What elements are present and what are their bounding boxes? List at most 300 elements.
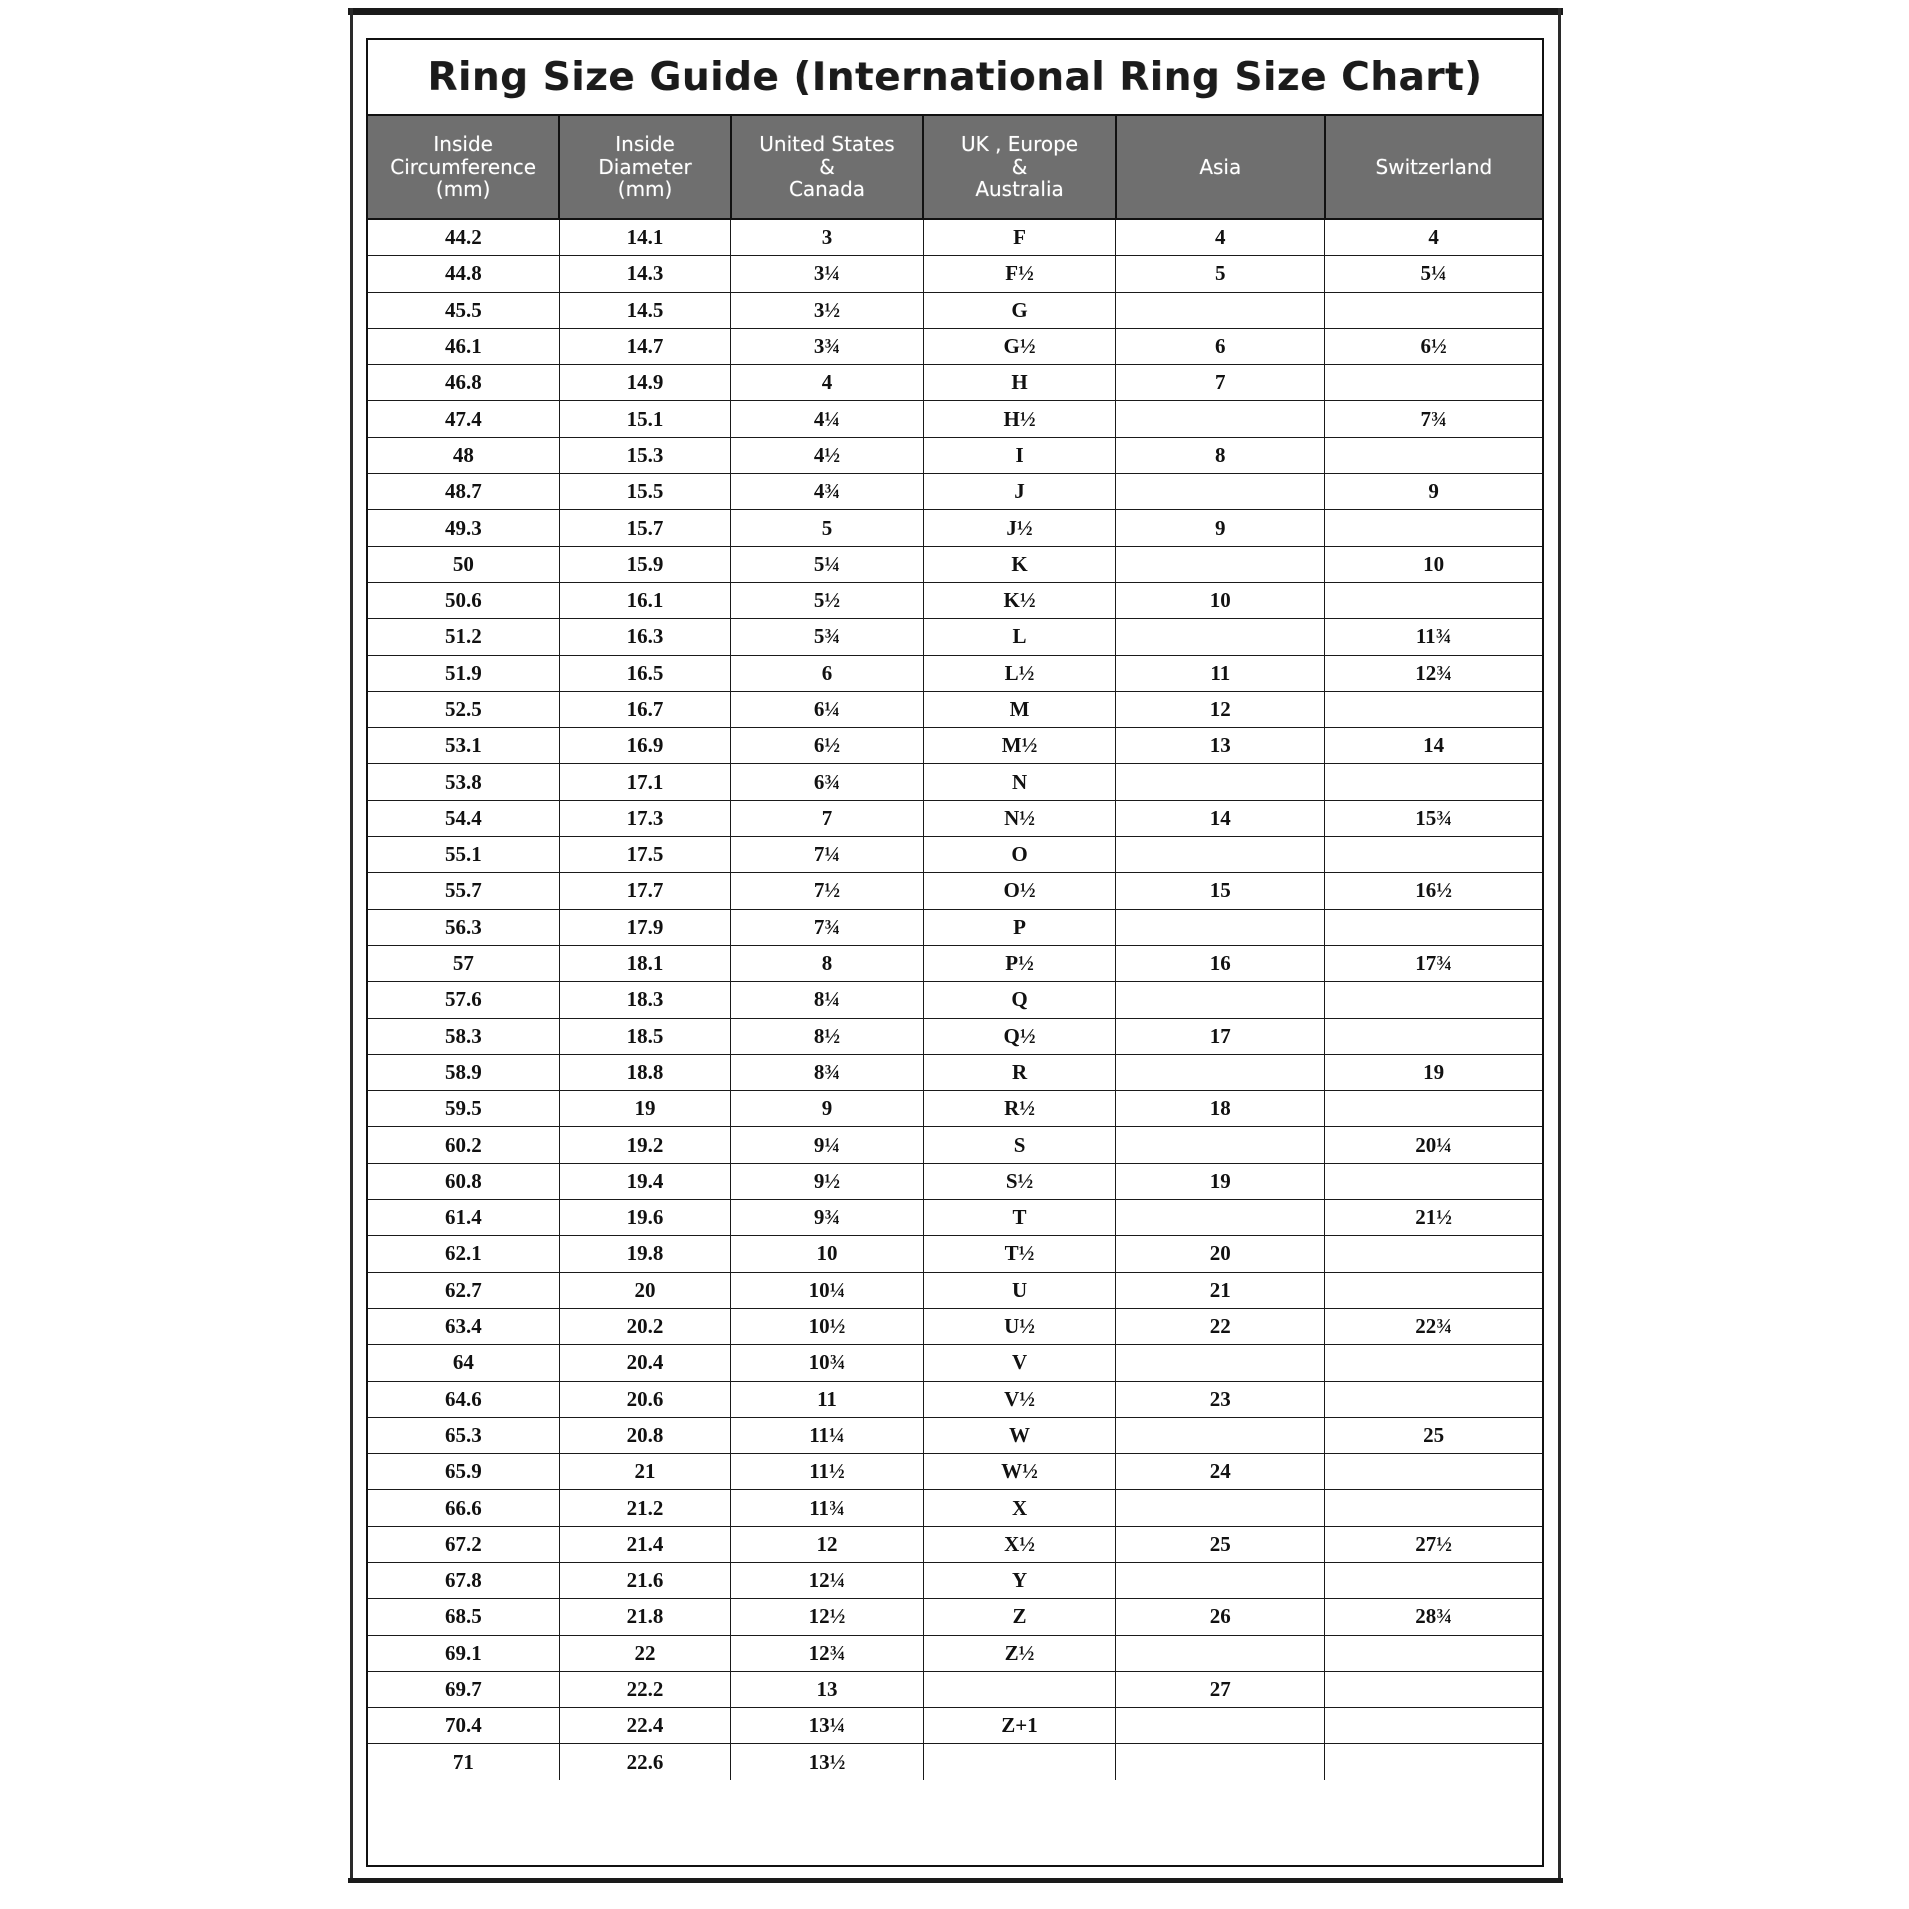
cell-inside-diameter: 17.9 [559,909,730,945]
cell-inside-diameter: 19.2 [559,1127,730,1163]
cell-asia: 23 [1116,1381,1325,1417]
cell-us-canada: 13¼ [731,1708,924,1744]
cell-inside-diameter: 14.7 [559,328,730,364]
cell-switzerland: 15¾ [1325,800,1542,836]
cell-inside-circumference: 68.5 [368,1599,559,1635]
header-line: Australia [975,177,1064,202]
cell-inside-diameter: 18.1 [559,945,730,981]
cell-inside-diameter: 16.7 [559,691,730,727]
cell-asia [1116,1490,1325,1526]
cell-us-canada: 10¾ [731,1345,924,1381]
header-line: (mm) [435,177,491,202]
cell-asia [1116,292,1325,328]
cell-inside-circumference: 49.3 [368,510,559,546]
cell-us-canada: 3¾ [731,328,924,364]
cell-inside-circumference: 64.6 [368,1381,559,1417]
column-header-inside-diameter [559,116,730,219]
cell-uk-europe-australia: X½ [923,1526,1116,1562]
cell-asia [1116,1417,1325,1453]
cell-asia: 26 [1116,1599,1325,1635]
cell-asia: 12 [1116,691,1325,727]
cell-us-canada: 5½ [731,582,924,618]
ring-size-chart [366,38,1544,1867]
cell-switzerland [1325,1671,1542,1707]
cell-inside-diameter: 21.8 [559,1599,730,1635]
cell-uk-europe-australia: R [923,1054,1116,1090]
cell-inside-diameter: 22.6 [559,1744,730,1780]
table-row [368,1671,1542,1707]
cell-switzerland [1325,837,1542,873]
column-header-inside-circumference [368,116,559,219]
table-row [368,909,1542,945]
cell-us-canada: 7 [731,800,924,836]
cell-inside-diameter: 15.7 [559,510,730,546]
table-row [368,1054,1542,1090]
cell-us-canada: 12¼ [731,1562,924,1598]
cell-inside-diameter: 20.2 [559,1308,730,1344]
table-row [368,546,1542,582]
cell-uk-europe-australia: Y [923,1562,1116,1598]
cell-switzerland [1325,909,1542,945]
cell-inside-circumference: 57 [368,945,559,981]
table-body [368,219,1542,1780]
cell-us-canada: 10 [731,1236,924,1272]
cell-uk-europe-australia: F [923,219,1116,256]
page-left-edge [350,8,353,1883]
cell-inside-diameter: 15.3 [559,437,730,473]
cell-asia [1116,1127,1325,1163]
cell-switzerland: 10 [1325,546,1542,582]
cell-inside-diameter: 16.9 [559,728,730,764]
cell-inside-circumference: 69.7 [368,1671,559,1707]
cell-switzerland [1325,1163,1542,1199]
cell-inside-diameter: 14.3 [559,256,730,292]
cell-switzerland [1325,1708,1542,1744]
table-row [368,691,1542,727]
cell-asia: 14 [1116,800,1325,836]
cell-asia: 20 [1116,1236,1325,1272]
table-row [368,401,1542,437]
cell-switzerland: 25 [1325,1417,1542,1453]
cell-switzerland [1325,365,1542,401]
cell-switzerland: 16½ [1325,873,1542,909]
cell-us-canada: 6¼ [731,691,924,727]
cell-uk-europe-australia: S½ [923,1163,1116,1199]
cell-switzerland [1325,1236,1542,1272]
cell-us-canada: 6¾ [731,764,924,800]
cell-asia: 6 [1116,328,1325,364]
cell-asia [1116,1562,1325,1598]
cell-uk-europe-australia: V [923,1345,1116,1381]
cell-us-canada: 13½ [731,1744,924,1780]
cell-switzerland: 6½ [1325,328,1542,364]
cell-uk-europe-australia: Q [923,982,1116,1018]
table-row [368,1490,1542,1526]
cell-asia: 18 [1116,1091,1325,1127]
cell-asia: 21 [1116,1272,1325,1308]
cell-asia: 11 [1116,655,1325,691]
cell-inside-circumference: 71 [368,1744,559,1780]
table-row [368,1272,1542,1308]
header-line: Inside [615,132,675,157]
cell-us-canada: 5 [731,510,924,546]
cell-us-canada: 6½ [731,728,924,764]
table-row [368,1308,1542,1344]
table-row [368,219,1542,256]
cell-inside-circumference: 66.6 [368,1490,559,1526]
cell-us-canada: 12¾ [731,1635,924,1671]
cell-us-canada: 3 [731,219,924,256]
cell-asia [1116,1345,1325,1381]
cell-inside-diameter: 21 [559,1454,730,1490]
table-row [368,1200,1542,1236]
table-row [368,1635,1542,1671]
cell-switzerland [1325,582,1542,618]
cell-uk-europe-australia: L½ [923,655,1116,691]
cell-us-canada: 13 [731,1671,924,1707]
cell-inside-circumference: 60.8 [368,1163,559,1199]
cell-switzerland: 17¾ [1325,945,1542,981]
table-row [368,800,1542,836]
cell-us-canada: 8¾ [731,1054,924,1090]
cell-inside-circumference: 45.5 [368,292,559,328]
table-row [368,474,1542,510]
cell-inside-circumference: 60.2 [368,1127,559,1163]
table-row [368,1091,1542,1127]
cell-us-canada: 11½ [731,1454,924,1490]
cell-uk-europe-australia: V½ [923,1381,1116,1417]
cell-asia [1116,474,1325,510]
cell-uk-europe-australia: I [923,437,1116,473]
table-row [368,764,1542,800]
cell-us-canada: 12 [731,1526,924,1562]
cell-uk-europe-australia: S [923,1127,1116,1163]
cell-uk-europe-australia: P [923,909,1116,945]
cell-asia: 9 [1116,510,1325,546]
cell-asia [1116,1635,1325,1671]
cell-inside-diameter: 19.4 [559,1163,730,1199]
cell-inside-circumference: 56.3 [368,909,559,945]
cell-inside-diameter: 15.9 [559,546,730,582]
cell-asia: 5 [1116,256,1325,292]
cell-switzerland: 5¼ [1325,256,1542,292]
cell-inside-circumference: 64 [368,1345,559,1381]
cell-asia [1116,1200,1325,1236]
cell-uk-europe-australia: W [923,1417,1116,1453]
cell-inside-circumference: 69.1 [368,1635,559,1671]
table-row [368,582,1542,618]
cell-inside-diameter: 19.6 [559,1200,730,1236]
cell-uk-europe-australia [923,1671,1116,1707]
table-row [368,873,1542,909]
cell-inside-diameter: 17.5 [559,837,730,873]
cell-uk-europe-australia: T [923,1200,1116,1236]
cell-switzerland [1325,764,1542,800]
cell-switzerland: 28¾ [1325,1599,1542,1635]
cell-uk-europe-australia: O½ [923,873,1116,909]
cell-inside-diameter: 18.3 [559,982,730,1018]
table-row [368,1381,1542,1417]
cell-asia: 22 [1116,1308,1325,1344]
cell-switzerland [1325,1345,1542,1381]
cell-inside-circumference: 54.4 [368,800,559,836]
cell-uk-europe-australia: L [923,619,1116,655]
cell-us-canada: 6 [731,655,924,691]
cell-us-canada: 4¼ [731,401,924,437]
header-line: Diameter [598,154,692,179]
cell-us-canada: 10¼ [731,1272,924,1308]
cell-inside-circumference: 44.2 [368,219,559,256]
cell-inside-circumference: 59.5 [368,1091,559,1127]
header-line: United States [759,132,895,157]
table-row [368,1744,1542,1780]
cell-asia: 19 [1116,1163,1325,1199]
cell-asia: 4 [1116,219,1325,256]
cell-inside-circumference: 62.7 [368,1272,559,1308]
cell-us-canada: 4¾ [731,474,924,510]
cell-us-canada: 4½ [731,437,924,473]
table-row [368,256,1542,292]
cell-inside-circumference: 55.1 [368,837,559,873]
cell-switzerland: 21½ [1325,1200,1542,1236]
header-line: & [819,154,835,179]
cell-inside-circumference: 65.3 [368,1417,559,1453]
cell-uk-europe-australia: M½ [923,728,1116,764]
cell-switzerland [1325,437,1542,473]
table-row [368,655,1542,691]
cell-asia [1116,837,1325,873]
table-row [368,1345,1542,1381]
cell-asia: 27 [1116,1671,1325,1707]
cell-switzerland: 4 [1325,219,1542,256]
cell-inside-diameter: 17.3 [559,800,730,836]
cell-inside-diameter: 20.6 [559,1381,730,1417]
cell-us-canada: 8 [731,945,924,981]
cell-us-canada: 4 [731,365,924,401]
cell-inside-diameter: 14.5 [559,292,730,328]
cell-uk-europe-australia: K [923,546,1116,582]
cell-switzerland: 7¾ [1325,401,1542,437]
column-header-uk-europe-australia [923,116,1116,219]
header-line: Asia [1199,154,1242,179]
cell-inside-diameter: 22.2 [559,1671,730,1707]
ring-size-table [368,116,1542,1780]
page-right-edge [1558,8,1561,1883]
cell-inside-circumference: 55.7 [368,873,559,909]
cell-uk-europe-australia: G½ [923,328,1116,364]
cell-us-canada: 3¼ [731,256,924,292]
cell-uk-europe-australia: P½ [923,945,1116,981]
table-row [368,1018,1542,1054]
cell-us-canada: 9¼ [731,1127,924,1163]
cell-inside-diameter: 16.1 [559,582,730,618]
cell-switzerland [1325,292,1542,328]
header-line: Circumference [390,154,537,179]
cell-uk-europe-australia: Z [923,1599,1116,1635]
cell-us-canada: 11¼ [731,1417,924,1453]
cell-switzerland: 27½ [1325,1526,1542,1562]
cell-inside-circumference: 70.4 [368,1708,559,1744]
table-row [368,365,1542,401]
cell-uk-europe-australia: J½ [923,510,1116,546]
cell-inside-diameter: 17.7 [559,873,730,909]
cell-inside-circumference: 47.4 [368,401,559,437]
cell-inside-diameter: 20.8 [559,1417,730,1453]
header-line: (mm) [617,177,673,202]
cell-us-canada: 12½ [731,1599,924,1635]
cell-inside-circumference: 51.9 [368,655,559,691]
table-row [368,1417,1542,1453]
cell-asia: 25 [1116,1526,1325,1562]
cell-inside-circumference: 53.1 [368,728,559,764]
table-row [368,1454,1542,1490]
cell-uk-europe-australia: U½ [923,1308,1116,1344]
cell-uk-europe-australia: R½ [923,1091,1116,1127]
cell-asia [1116,619,1325,655]
cell-uk-europe-australia: X [923,1490,1116,1526]
cell-asia: 8 [1116,437,1325,473]
cell-switzerland: 9 [1325,474,1542,510]
cell-inside-diameter: 15.1 [559,401,730,437]
cell-uk-europe-australia: H½ [923,401,1116,437]
cell-inside-diameter: 21.4 [559,1526,730,1562]
cell-asia: 7 [1116,365,1325,401]
cell-inside-circumference: 44.8 [368,256,559,292]
column-header-switzerland [1325,116,1542,219]
cell-us-canada: 5¼ [731,546,924,582]
cell-switzerland: 12¾ [1325,655,1542,691]
table-row [368,982,1542,1018]
cell-us-canada: 11 [731,1381,924,1417]
cell-inside-diameter: 21.6 [559,1562,730,1598]
cell-us-canada: 5¾ [731,619,924,655]
cell-us-canada: 9¾ [731,1200,924,1236]
cell-asia: 13 [1116,728,1325,764]
cell-asia: 10 [1116,582,1325,618]
cell-inside-circumference: 48.7 [368,474,559,510]
cell-inside-diameter: 15.5 [559,474,730,510]
table-header [368,116,1542,219]
cell-inside-diameter: 19 [559,1091,730,1127]
cell-inside-circumference: 52.5 [368,691,559,727]
cell-switzerland [1325,1272,1542,1308]
cell-us-canada: 9 [731,1091,924,1127]
cell-asia [1116,546,1325,582]
cell-switzerland [1325,1091,1542,1127]
header-line: Canada [788,177,866,202]
table-row [368,1599,1542,1635]
table-row [368,1708,1542,1744]
cell-uk-europe-australia: W½ [923,1454,1116,1490]
cell-inside-diameter: 16.5 [559,655,730,691]
cell-uk-europe-australia: Z½ [923,1635,1116,1671]
cell-asia: 15 [1116,873,1325,909]
cell-us-canada: 8½ [731,1018,924,1054]
cell-switzerland [1325,510,1542,546]
cell-switzerland: 14 [1325,728,1542,764]
cell-inside-diameter: 19.8 [559,1236,730,1272]
header-line: Switzerland [1375,154,1493,179]
scanned-page [348,0,1563,1909]
header-line: UK , Europe [960,132,1079,157]
cell-us-canada: 11¾ [731,1490,924,1526]
cell-uk-europe-australia: J [923,474,1116,510]
cell-inside-circumference: 63.4 [368,1308,559,1344]
cell-us-canada: 3½ [731,292,924,328]
table-row [368,292,1542,328]
cell-inside-circumference: 50 [368,546,559,582]
cell-uk-europe-australia: G [923,292,1116,328]
cell-uk-europe-australia: T½ [923,1236,1116,1272]
table-row [368,510,1542,546]
cell-switzerland: 19 [1325,1054,1542,1090]
cell-us-canada: 8¼ [731,982,924,1018]
cell-uk-europe-australia: N½ [923,800,1116,836]
cell-uk-europe-australia: K½ [923,582,1116,618]
cell-asia [1116,982,1325,1018]
cell-uk-europe-australia: Q½ [923,1018,1116,1054]
cell-switzerland [1325,1018,1542,1054]
cell-switzerland: 11¾ [1325,619,1542,655]
column-header-asia [1116,116,1325,219]
cell-asia: 24 [1116,1454,1325,1490]
cell-switzerland [1325,1635,1542,1671]
cell-switzerland [1325,1490,1542,1526]
cell-uk-europe-australia: O [923,837,1116,873]
cell-inside-circumference: 58.3 [368,1018,559,1054]
cell-inside-circumference: 48 [368,437,559,473]
table-row [368,837,1542,873]
cell-asia: 17 [1116,1018,1325,1054]
cell-us-canada: 7¼ [731,837,924,873]
cell-us-canada: 7½ [731,873,924,909]
cell-inside-circumference: 57.6 [368,982,559,1018]
cell-inside-circumference: 67.2 [368,1526,559,1562]
table-row [368,1127,1542,1163]
cell-inside-circumference: 46.8 [368,365,559,401]
cell-uk-europe-australia: H [923,365,1116,401]
cell-inside-circumference: 62.1 [368,1236,559,1272]
cell-inside-diameter: 14.1 [559,219,730,256]
table-row [368,437,1542,473]
cell-uk-europe-australia: U [923,1272,1116,1308]
cell-us-canada: 9½ [731,1163,924,1199]
cell-switzerland: 20¼ [1325,1127,1542,1163]
table-row [368,1562,1542,1598]
cell-switzerland [1325,1381,1542,1417]
table-row [368,945,1542,981]
cell-inside-diameter: 22 [559,1635,730,1671]
table-row [368,619,1542,655]
column-header-us-canada [731,116,924,219]
table-header-row [368,116,1542,219]
cell-inside-diameter: 18.5 [559,1018,730,1054]
cell-inside-circumference: 65.9 [368,1454,559,1490]
cell-switzerland: 22¾ [1325,1308,1542,1344]
cell-asia [1116,1054,1325,1090]
page-bottom-rule [348,1878,1563,1883]
cell-asia [1116,1744,1325,1780]
table-row [368,328,1542,364]
page-top-rule [348,8,1563,15]
cell-uk-europe-australia: F½ [923,256,1116,292]
cell-inside-circumference: 61.4 [368,1200,559,1236]
cell-asia [1116,401,1325,437]
cell-inside-circumference: 67.8 [368,1562,559,1598]
cell-inside-diameter: 14.9 [559,365,730,401]
cell-inside-diameter: 18.8 [559,1054,730,1090]
page-title: Ring Size Guide (International Ring Size Chart) [368,40,1542,116]
